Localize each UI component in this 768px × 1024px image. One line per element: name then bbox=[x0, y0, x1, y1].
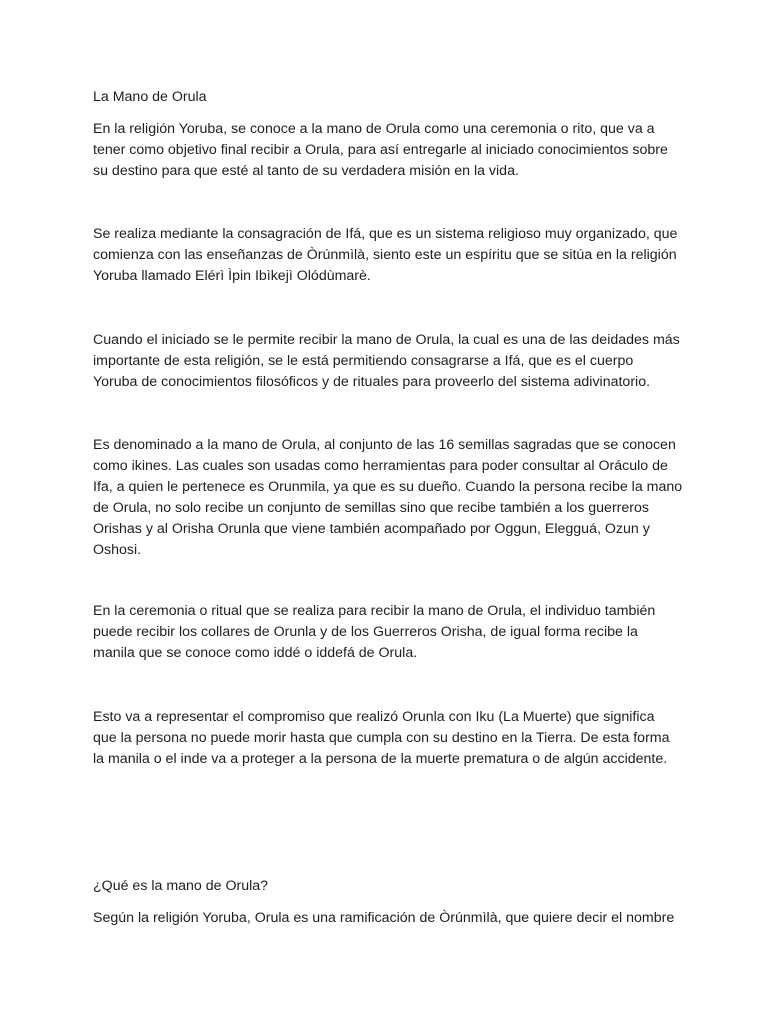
paragraph-line: Esto va a representar el compromiso que realizó Orunla con Iku (La Muerte) que significa bbox=[93, 709, 655, 725]
paragraph-line: Según la religión Yoruba, Orula es una ramificación de Òrúnmìlà, que quiere decir el nombre bbox=[93, 910, 675, 926]
paragraph-line: En la religión Yoruba, se conoce a la mano de Orula como una ceremonia o rito, que va a bbox=[93, 121, 655, 137]
paragraph-line: Yoruba de conocimientos filosóficos y de rituales para proveerlo del sistema adivinatorio. bbox=[93, 374, 651, 390]
paragraph-2 bbox=[93, 224, 693, 287]
paragraph-6 bbox=[93, 707, 693, 770]
paragraph-line: Orishas y al Orisha Orunla que viene también acompañado por Oggun, Elegguá, Ozun y bbox=[93, 521, 650, 537]
paragraph-5 bbox=[93, 601, 693, 664]
paragraph-1 bbox=[93, 119, 693, 182]
paragraph-line: Oshosi. bbox=[93, 542, 142, 558]
paragraph-line: importante de esta religión, se le está permitiendo consagrarse a Ifá, que es el cuerpo bbox=[93, 353, 634, 369]
paragraph-line: de Orula, no solo recibe un conjunto de semillas sino que recibe también a los guerreros bbox=[93, 500, 649, 516]
paragraph-line: tener como objetivo final recibir a Orula, para así entregarle al iniciado conocimientos sobre bbox=[93, 142, 668, 158]
paragraph-line: Yoruba llamado Elérì Ìpin Ibìkejì Olódùmarè. bbox=[93, 268, 371, 284]
paragraph-line: como ikines. Las cuales son usadas como herramientas para poder consultar al Oráculo de bbox=[93, 458, 668, 474]
paragraph-line: que la persona no puede morir hasta que cumpla con su destino en la Tierra. De esta forma bbox=[93, 730, 670, 746]
paragraph-3 bbox=[93, 330, 693, 393]
paragraph-line: puede recibir los collares de Orunla y de los Guerreros Orisha, de igual forma recibe la bbox=[93, 624, 638, 640]
paragraph-7 bbox=[93, 908, 693, 929]
paragraph-line: Se realiza mediante la consagración de Ifá, que es un sistema religioso muy organizado, que bbox=[93, 226, 678, 242]
paragraph-4 bbox=[93, 435, 693, 561]
paragraph-line: Cuando el iniciado se le permite recibir la mano de Orula, la cual es una de las deidades más bbox=[93, 332, 680, 348]
paragraph-line: Ifa, a quien le pertenece es Orunmila, ya que es su dueño. Cuando la persona recibe la mano bbox=[93, 479, 683, 495]
paragraph-line: su destino para que esté al tanto de su verdadera misión en la vida. bbox=[93, 163, 519, 179]
paragraph-line: la manila o el inde va a proteger a la persona de la muerte prematura o de algún accidente. bbox=[93, 751, 668, 767]
document-title: La Mano de Orula bbox=[93, 89, 207, 105]
paragraph-line: comienza con las enseñanzas de Òrúnmìlà, siento este un espíritu que se sitúa en la religión bbox=[93, 247, 677, 263]
paragraph-line: manila que se conoce como iddé o iddefá de Orula. bbox=[93, 645, 418, 661]
section-heading: ¿Qué es la mano de Orula? bbox=[93, 878, 269, 894]
paragraph-line: Es denominado a la mano de Orula, al conjunto de las 16 semillas sagradas que se conocen bbox=[93, 437, 676, 453]
paragraph-line: En la ceremonia o ritual que se realiza para recibir la mano de Orula, el individuo también bbox=[93, 603, 656, 619]
